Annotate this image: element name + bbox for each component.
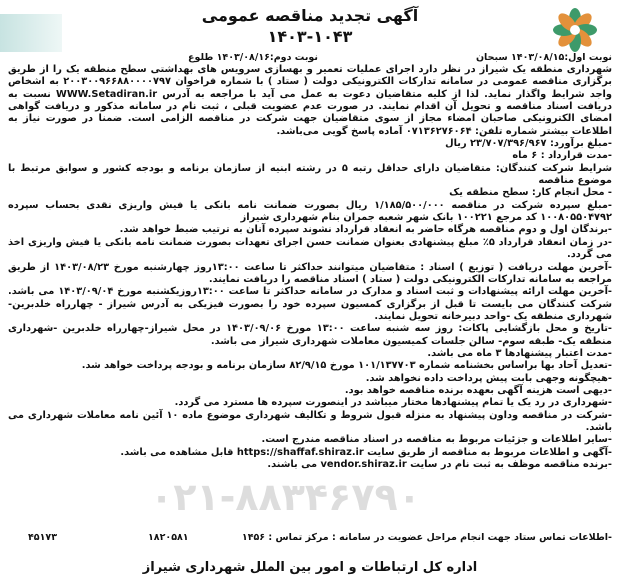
contact-info	[8, 532, 612, 546]
contact-phone-2: ۴۵۱۷۳	[28, 532, 57, 543]
decorative-ribbon	[0, 14, 62, 52]
contact-phone-1: ۱۸۲۰۵۸۱	[148, 532, 189, 543]
contact-label: -اطلاعات تماس ستاد جهت انجام مراحل عضویت در سامانه : مرکز تماس : ۱۴۵۶	[241, 532, 612, 543]
body-paragraph: -در زمان انعقاد قرارداد ۵٪ مبلغ پیشنهادی بعنوان ضمانت حسن اجرای تعهدات بصورت ضمانت نامه بانکی یا فیش واریزی اخذ می گردد.	[8, 236, 612, 261]
body-paragraph: -تعدیل آحاد بها براساس بخشنامه شماره ۱۰۱/۱۳۷۷۰۳ مورخ ۸۲/۹/۱۵ سازمان برنامه و بودجه پرداخت خواهد شد.	[81, 360, 612, 372]
phone-watermark: ۰۲۱-۸۸۳۴۶۷۹۰	[150, 475, 421, 519]
first-publish-date: نوبت اول:۱۴۰۳/۰۸/۱۵ سبحان	[475, 52, 612, 63]
body-paragraph: -تاریخ و محل بازگشایی پاکات: روز سه شنبه ساعت ۱۳:۰۰ مورخ ۱۴۰۳/۰۹/۰۶ در محل شیراز-چهارراه خلدبرین -شهرداری منطقه یک- طبقه سوم- سالن جلسات کمیسیون معاملات شهرداری شیراز می باشد.	[8, 323, 613, 347]
body-paragraph: -آخرین مهلت دریافت ( توزیع ) اسناد : متقاضیان میتوانند حداکثر تا ساعت ۱۳:۰۰روز چهارشنبه مورخ ۱۴۰۳/۰۸/۲۳ از طریق مراجعه به سامانه تدارکات الکترونیکی دولت ( ستاد ) اسناد مناقصه را دریافت نمایند.	[8, 261, 612, 285]
publish-info	[8, 52, 612, 64]
body-paragraph: -شرکت در مناقصه وداون پیشنهاد به منزله قبول شروط و تکالیف شهرداری موضوع ماده ۱۰ آئین نامه معاملات شهرداری می باشد.	[8, 409, 612, 433]
body-paragraph: شرایط شرکت کنندگان: متقاضیان دارای حداقل رتبه ۵ در رشته ابنیه از سازمان برنامه و بودجه کشور و سوابق مرتبط با موضوع مناقصه	[8, 162, 612, 187]
body-paragraph: -دیهی است هزینه آگهی بعهده برنده مناقصه خواهد بود.	[344, 384, 612, 396]
footer-signature: اداره کل ارتباطات و امور بین الملل شهرداری شیراز	[142, 560, 478, 575]
body-paragraph: - محل انجام کار: سطح منطقه یک	[449, 187, 612, 199]
notice-number: ۱۴۰۳-۱۰۴۳	[267, 27, 353, 46]
body-paragraph: -هیچگونه وجهی بابت پیش پرداخت داده نخواهد شد.	[365, 372, 612, 384]
municipality-logo	[538, 6, 612, 54]
notice-body	[8, 64, 612, 471]
body-paragraph: -برنده مناقصه موظف به ثبت نام در سایت vendor.shiraz.ir می باشند.	[267, 459, 612, 470]
body-paragraph: -آخرین مهلت ارائه پیشنهادات و ثبت اسناد و مدارک در سامانه حداکثر تا ساعت ۱۳:۰۰روزیکشنبه مورخ ۱۴۰۳/۰۹/۰۴ می باشد. شرکت کنندگان می بایست تا قبل از برگزاری کمسیون سپرده خود را بصورت فیزیکی به آدرس شیراز - چهارراه خلدبرین-شهرداری منطقه یک -واحد دبیرخانه تحویل نمایند.	[8, 286, 612, 322]
flower-logo-icon	[540, 8, 610, 52]
body-paragraph: -آگهی و اطلاعات مربوط به مناقصه از طریق سایت https://shaffaf.shiraz.ir قابل مشاهده می باشد.	[120, 446, 612, 458]
notice-title: آگهی تجدید مناقصه عمومی	[201, 6, 419, 25]
notice-header	[110, 4, 510, 46]
body-paragraph: شهرداری منطقه یک شیراز در نظر دارد اجرای عملیات تعمیر و بهسازی سرویس های بهداشتی سطح منطقه یک را از طریق برگزاری مناقصه عمومی در سامانه تدارکات الکترونیکی دولت ( ستاد ) با شماره فراخوان ۲۰۰۳۰۰۹۶۶۸۸۰۰۰۰۷۹۷ به اشخاص واجد شرایط واگذار نماید. لذا از کلیه متقاضیان دعوت به عمل می آید با مراجعه به آدرس WWW.Setadiran.ir نسبت به دریافت اسناد مناقصه و تحویل آن اقدام نمایند. در صورت عدم عضویت قبلی ، ثبت نام در سامانه مذکور و دریافت گواهی امضای الکترونیکی صاحبان امضاء مجاز از سوی متقاضیان جهت شرکت در مناقصه الزامی است. ضمنا در صورت نیاز به اطلاعات بیشتر شماره تلفن: ۰۷۱۳۶۲۷۶۰۶۴ آماده پاسخ گویی می‌باشد.	[8, 64, 612, 137]
body-paragraph: -مبلغ برآورد: ۲۳/۷۰۷/۳۹۶/۹۶۷ ریال	[445, 138, 612, 150]
body-paragraph: -شهرداری در رد یک یا تمام پیشنهادها مختار میباشد در اینصورت سپرده ها مسترد می گردد.	[174, 397, 612, 409]
body-paragraph: -برندگان اول و دوم مناقصه هرگاه حاضر به انعقاد قرارداد نشوند سپرده آنان به ترتیب ضبط خواهد شد.	[119, 224, 612, 236]
body-paragraph: -مدت اعتبار پیشنهادها ۳ ماه می باشد.	[427, 347, 612, 359]
body-paragraph: -مدت قرارداد : ۶ ماه	[512, 150, 612, 162]
body-paragraph: -مبلغ سپرده شرکت در مناقصه ۱/۱۸۵/۵۰۰/۰۰۰ ریال بصورت ضمانت نامه بانکی یا فیش واریزی نقدی بحساب سپرده ۱۰۰۸۰۵۵۰۴۷۹۲ کد مرجع ۱۰۰۲۲۱ بانک شهر شعبه جمران بنام شهرداری شیراز	[8, 199, 613, 224]
second-publish-date: نوبت دوم:۱۴۰۳/۰۸/۱۶ طلوع	[188, 52, 318, 63]
body-paragraph: -سایر اطلاعات و جزئیات مربوط به مناقصه در اسناد مناقصه مندرج است.	[261, 434, 612, 446]
